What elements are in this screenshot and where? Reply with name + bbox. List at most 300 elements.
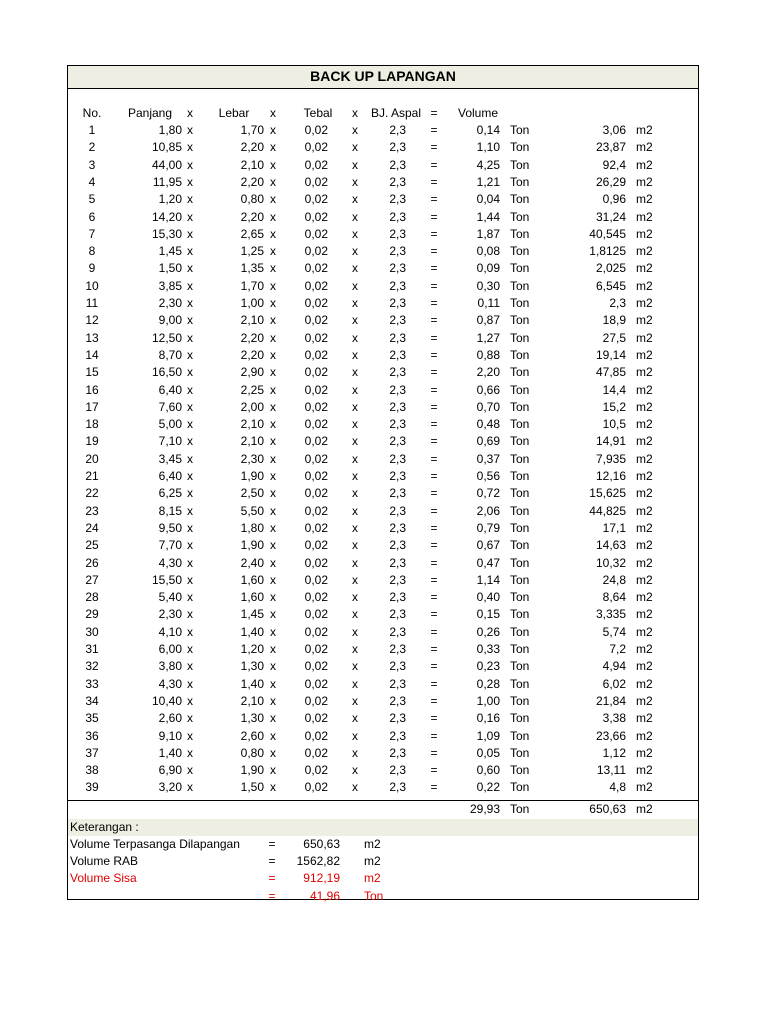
cell-tebal: 0,02 — [304, 728, 328, 743]
times-sign: x — [187, 261, 193, 276]
times-sign: x — [270, 209, 276, 224]
cell-unit: Ton — [510, 469, 530, 483]
cell-no: 33 — [85, 676, 99, 691]
table-row — [68, 658, 698, 675]
equals-sign: = — [430, 659, 438, 674]
times-sign: x — [270, 244, 276, 259]
cell-ton: 0,69 — [476, 434, 500, 449]
cell-unit: Ton — [510, 711, 530, 726]
times-sign: x — [187, 192, 193, 207]
cell-area: 17,1 — [602, 520, 626, 535]
times-sign: x — [187, 313, 193, 328]
cell-bj: 2,3 — [389, 711, 406, 726]
table-row — [68, 779, 698, 796]
times-sign: x — [270, 555, 276, 570]
cell-area-unit: m2 — [636, 226, 653, 241]
times-sign: x — [270, 174, 276, 189]
equals-sign: = — [430, 296, 438, 310]
times-sign: x — [187, 226, 193, 241]
cell-unit: Ton — [510, 192, 530, 207]
note-unit: m2 — [364, 836, 381, 851]
table-row — [68, 728, 698, 745]
table-row — [68, 122, 698, 139]
header-x1: x — [187, 106, 193, 120]
cell-tebal: 0,02 — [304, 607, 328, 622]
cell-ton: 2,06 — [476, 503, 500, 518]
times-sign: x — [187, 503, 193, 518]
cell-no: 19 — [85, 434, 99, 449]
cell-tebal: 0,02 — [304, 745, 328, 760]
cell-unit: Ton — [510, 538, 530, 553]
times-sign: x — [187, 538, 193, 553]
cell-unit: Ton — [510, 590, 530, 605]
cell-bj: 2,3 — [389, 192, 406, 207]
equals-sign: = — [430, 313, 438, 328]
cell-unit: Ton — [510, 417, 530, 432]
table-row — [68, 503, 698, 520]
table-row — [68, 364, 698, 381]
notes-heading: Keterangan : — [70, 819, 139, 834]
table-row — [68, 520, 698, 537]
cell-no: 3 — [88, 157, 96, 172]
header-no: No. — [82, 106, 102, 120]
times-sign: x — [270, 642, 276, 656]
cell-unit: Ton — [510, 382, 530, 397]
times-sign: x — [187, 157, 193, 172]
cell-unit: Ton — [510, 607, 530, 622]
cell-no: 9 — [88, 261, 96, 276]
cell-bj: 2,3 — [389, 676, 406, 691]
cell-panjang: 6,00 — [158, 642, 182, 656]
cell-panjang: 1,45 — [158, 244, 182, 259]
cell-no: 29 — [85, 607, 99, 622]
cell-panjang: 14,20 — [151, 209, 182, 224]
equals-sign: = — [430, 382, 438, 397]
cell-area: 8,64 — [602, 590, 626, 605]
cell-no: 18 — [85, 417, 99, 432]
times-sign: x — [270, 728, 276, 743]
table-row — [68, 589, 698, 606]
times-sign: x — [352, 780, 358, 795]
equals-sign: = — [430, 486, 438, 501]
cell-panjang: 5,40 — [158, 590, 182, 605]
cell-ton: 1,09 — [476, 728, 500, 743]
cell-unit: Ton — [510, 642, 530, 656]
cell-unit: Ton — [510, 745, 530, 760]
note-unit: m2 — [364, 853, 381, 868]
times-sign: x — [187, 728, 193, 743]
times-sign: x — [270, 676, 276, 691]
cell-no: 2 — [88, 140, 96, 155]
times-sign: x — [352, 486, 358, 501]
times-sign: x — [352, 434, 358, 449]
cell-area-unit: m2 — [636, 278, 653, 293]
cell-lebar: 1,80 — [240, 520, 264, 535]
cell-area-unit: m2 — [636, 763, 653, 778]
total-ton: 29,93 — [469, 801, 500, 816]
cell-tebal: 0,02 — [304, 590, 328, 605]
cell-tebal: 0,02 — [304, 763, 328, 778]
times-sign: x — [270, 451, 276, 466]
cell-area-unit: m2 — [636, 434, 653, 449]
cell-area-unit: m2 — [636, 642, 653, 656]
cell-area: 13,11 — [596, 763, 626, 778]
cell-area: 44,825 — [589, 503, 626, 518]
cell-area: 7,2 — [609, 642, 626, 656]
note-value: 1562,82 — [296, 853, 340, 868]
cell-panjang: 7,70 — [158, 538, 182, 553]
cell-ton: 1,87 — [476, 226, 500, 241]
cell-area-unit: m2 — [636, 192, 653, 207]
cell-bj: 2,3 — [389, 209, 406, 224]
cell-no: 8 — [88, 244, 96, 259]
times-sign: x — [270, 261, 276, 276]
cell-ton: 0,47 — [476, 555, 500, 570]
cell-tebal: 0,02 — [304, 451, 328, 466]
equals-sign: = — [430, 763, 438, 778]
table-row — [68, 312, 698, 329]
cell-lebar: 2,25 — [240, 382, 264, 397]
cell-lebar: 2,20 — [240, 174, 264, 189]
times-sign: x — [187, 745, 193, 760]
cell-panjang: 7,60 — [158, 399, 182, 414]
times-sign: x — [352, 745, 358, 760]
note-equals: = — [268, 871, 276, 886]
cell-ton: 0,67 — [476, 538, 500, 553]
cell-unit: Ton — [510, 157, 530, 172]
times-sign: x — [352, 278, 358, 293]
cell-area-unit: m2 — [636, 624, 653, 639]
table-row — [68, 157, 698, 174]
times-sign: x — [270, 711, 276, 726]
equals-sign: = — [430, 157, 438, 172]
header-bj-aspal: BJ. Aspal — [370, 106, 422, 120]
cell-area-unit: m2 — [636, 209, 653, 224]
table-row — [68, 710, 698, 727]
times-sign: x — [187, 330, 193, 345]
cell-panjang: 6,25 — [158, 486, 182, 501]
cell-unit: Ton — [510, 555, 530, 570]
cell-area: 3,06 — [602, 123, 626, 137]
cell-area-unit: m2 — [636, 745, 653, 760]
cell-area: 4,8 — [609, 780, 626, 795]
cell-tebal: 0,02 — [304, 503, 328, 518]
times-sign: x — [270, 330, 276, 345]
cell-no: 12 — [85, 313, 99, 328]
cell-panjang: 11,95 — [152, 174, 182, 189]
cell-panjang: 6,40 — [158, 469, 182, 483]
table-row — [68, 745, 698, 762]
cell-tebal: 0,02 — [304, 399, 328, 414]
cell-ton: 0,48 — [476, 417, 500, 432]
cell-bj: 2,3 — [389, 313, 406, 328]
times-sign: x — [352, 123, 358, 137]
cell-tebal: 0,02 — [304, 313, 328, 328]
times-sign: x — [270, 503, 276, 518]
cell-area-unit: m2 — [636, 313, 653, 328]
cell-tebal: 0,02 — [304, 382, 328, 397]
cell-no: 30 — [85, 624, 99, 639]
cell-panjang: 9,10 — [158, 728, 182, 743]
cell-panjang: 12,50 — [151, 330, 182, 345]
cell-area-unit: m2 — [636, 607, 653, 622]
times-sign: x — [270, 590, 276, 605]
cell-ton: 0,72 — [476, 486, 500, 501]
cell-panjang: 1,40 — [158, 745, 182, 760]
cell-no: 23 — [85, 503, 99, 518]
times-sign: x — [270, 296, 276, 310]
times-sign: x — [187, 399, 193, 414]
equals-sign: = — [430, 711, 438, 726]
cell-panjang: 3,80 — [158, 659, 182, 674]
cell-area: 31,24 — [595, 209, 626, 224]
cell-tebal: 0,02 — [304, 469, 328, 483]
cell-lebar: 2,40 — [240, 555, 264, 570]
cell-lebar: 1,90 — [240, 538, 264, 553]
times-sign: x — [352, 538, 358, 553]
cell-bj: 2,3 — [389, 745, 406, 760]
cell-unit: Ton — [510, 763, 530, 778]
equals-sign: = — [430, 780, 438, 795]
cell-lebar: 1,60 — [240, 572, 264, 587]
times-sign: x — [270, 469, 276, 483]
equals-sign: = — [430, 555, 438, 570]
times-sign: x — [187, 659, 193, 674]
times-sign: x — [352, 330, 358, 345]
cell-no: 14 — [85, 347, 99, 362]
note-line — [68, 870, 698, 887]
cell-panjang: 5,00 — [158, 417, 182, 432]
cell-ton: 1,00 — [476, 693, 500, 708]
cell-area-unit: m2 — [636, 174, 653, 189]
cell-no: 36 — [85, 728, 99, 743]
cell-area-unit: m2 — [636, 382, 653, 397]
cell-unit: Ton — [510, 347, 530, 362]
cell-area: 15,2 — [602, 399, 626, 414]
note-label: Volume Sisa — [70, 871, 137, 886]
header-equals: = — [430, 106, 438, 120]
times-sign: x — [187, 209, 193, 224]
cell-area-unit: m2 — [636, 590, 653, 605]
cell-area: 5,74 — [602, 624, 626, 639]
times-sign: x — [187, 572, 193, 587]
times-sign: x — [352, 313, 358, 328]
cell-panjang: 1,80 — [158, 123, 182, 137]
times-sign: x — [352, 451, 358, 466]
cell-area: 6,545 — [595, 278, 626, 293]
cell-bj: 2,3 — [389, 763, 406, 778]
cell-bj: 2,3 — [389, 624, 406, 639]
equals-sign: = — [430, 209, 438, 224]
cell-unit: Ton — [510, 693, 530, 708]
cell-panjang: 4,30 — [158, 676, 182, 691]
cell-area: 15,625 — [589, 486, 626, 501]
times-sign: x — [187, 469, 193, 483]
equals-sign: = — [430, 572, 438, 587]
cell-lebar: 1,00 — [240, 296, 264, 310]
table-row — [68, 209, 698, 226]
equals-sign: = — [430, 399, 438, 414]
cell-lebar: 2,20 — [240, 330, 264, 345]
cell-lebar: 1,70 — [240, 278, 264, 293]
cell-no: 6 — [88, 209, 96, 224]
cell-tebal: 0,02 — [304, 572, 328, 587]
table-row — [68, 451, 698, 468]
times-sign: x — [352, 728, 358, 743]
cell-lebar: 5,50 — [240, 503, 264, 518]
cell-unit: Ton — [510, 261, 530, 276]
cell-unit: Ton — [510, 451, 530, 466]
cell-area: 24,8 — [602, 572, 626, 587]
cell-ton: 0,33 — [476, 642, 500, 656]
cell-area: 23,87 — [595, 140, 626, 155]
cell-area-unit: m2 — [636, 676, 653, 691]
cell-area: 14,91 — [595, 434, 626, 449]
cell-unit: Ton — [510, 365, 530, 380]
times-sign: x — [352, 382, 358, 397]
times-sign: x — [270, 278, 276, 293]
cell-unit: Ton — [510, 728, 530, 743]
equals-sign: = — [430, 642, 438, 656]
times-sign: x — [270, 572, 276, 587]
times-sign: x — [352, 469, 358, 483]
cell-no: 22 — [85, 486, 99, 501]
cell-panjang: 9,00 — [158, 313, 182, 328]
times-sign: x — [187, 382, 193, 397]
cell-tebal: 0,02 — [304, 434, 328, 449]
table-row — [68, 243, 698, 260]
table-row — [68, 191, 698, 208]
cell-no: 27 — [85, 572, 99, 587]
cell-tebal: 0,02 — [304, 209, 328, 224]
note-line — [68, 888, 698, 905]
cell-tebal: 0,02 — [304, 711, 328, 726]
equals-sign: = — [430, 261, 438, 276]
cell-no: 24 — [85, 520, 99, 535]
times-sign: x — [352, 399, 358, 414]
cell-bj: 2,3 — [389, 451, 406, 466]
times-sign: x — [270, 123, 276, 137]
times-sign: x — [352, 296, 358, 310]
times-sign: x — [352, 693, 358, 708]
table-row — [68, 606, 698, 623]
cell-tebal: 0,02 — [304, 330, 328, 345]
note-value: 650,63 — [303, 836, 340, 851]
times-sign: x — [352, 140, 358, 155]
cell-area-unit: m2 — [636, 659, 653, 674]
cell-ton: 0,87 — [476, 313, 500, 328]
times-sign: x — [187, 763, 193, 778]
cell-bj: 2,3 — [389, 538, 406, 553]
cell-bj: 2,3 — [389, 607, 406, 622]
header-x2: x — [270, 106, 276, 120]
note-line — [68, 853, 698, 870]
cell-lebar: 2,10 — [240, 157, 264, 172]
cell-tebal: 0,02 — [304, 278, 328, 293]
cell-unit: Ton — [510, 244, 530, 259]
times-sign: x — [352, 711, 358, 726]
cell-lebar: 2,10 — [240, 313, 264, 328]
note-line — [68, 836, 698, 853]
cell-lebar: 1,50 — [240, 780, 264, 795]
cell-tebal: 0,02 — [304, 244, 328, 259]
cell-panjang: 15,50 — [151, 572, 182, 587]
times-sign: x — [270, 417, 276, 432]
times-sign: x — [352, 624, 358, 639]
times-sign: x — [270, 347, 276, 362]
cell-area-unit: m2 — [636, 538, 653, 553]
cell-ton: 0,28 — [476, 676, 500, 691]
equals-sign: = — [430, 503, 438, 518]
cell-no: 17 — [85, 399, 99, 414]
cell-bj: 2,3 — [389, 174, 406, 189]
cell-tebal: 0,02 — [304, 347, 328, 362]
table-row — [68, 382, 698, 399]
times-sign: x — [187, 278, 193, 293]
cell-panjang: 44,00 — [151, 157, 182, 172]
cell-ton: 0,22 — [476, 780, 500, 795]
cell-area: 0,96 — [602, 192, 626, 207]
cell-ton: 0,09 — [476, 261, 500, 276]
cell-ton: 0,14 — [476, 123, 500, 137]
cell-panjang: 4,10 — [158, 624, 182, 639]
times-sign: x — [187, 244, 193, 259]
cell-unit: Ton — [510, 123, 530, 137]
times-sign: x — [187, 123, 193, 137]
cell-ton: 0,30 — [476, 278, 500, 293]
note-unit: m2 — [364, 871, 381, 886]
cell-area: 4,94 — [602, 659, 626, 674]
times-sign: x — [352, 244, 358, 259]
cell-area: 2,025 — [595, 261, 626, 276]
cell-bj: 2,3 — [389, 417, 406, 432]
equals-sign: = — [430, 140, 438, 155]
cell-no: 21 — [85, 469, 99, 483]
equals-sign: = — [430, 538, 438, 553]
equals-sign: = — [430, 226, 438, 241]
table-row — [68, 399, 698, 416]
cell-area-unit: m2 — [636, 261, 653, 276]
cell-lebar: 2,10 — [240, 693, 264, 708]
header-panjang: Panjang — [127, 106, 173, 120]
times-sign: x — [270, 313, 276, 328]
times-sign: x — [352, 192, 358, 207]
cell-lebar: 2,90 — [240, 365, 264, 380]
table-row — [68, 330, 698, 347]
cell-ton: 0,79 — [476, 520, 500, 535]
times-sign: x — [187, 642, 193, 656]
cell-tebal: 0,02 — [304, 642, 328, 656]
cell-panjang: 9,50 — [158, 520, 182, 535]
times-sign: x — [352, 226, 358, 241]
cell-area-unit: m2 — [636, 451, 653, 466]
header-volume: Volume — [457, 106, 499, 120]
equals-sign: = — [430, 330, 438, 345]
equals-sign: = — [430, 417, 438, 432]
equals-sign: = — [430, 451, 438, 466]
cell-bj: 2,3 — [389, 365, 406, 380]
cell-bj: 2,3 — [389, 278, 406, 293]
cell-ton: 0,26 — [476, 624, 500, 639]
cell-unit: Ton — [510, 676, 530, 691]
cell-tebal: 0,02 — [304, 157, 328, 172]
times-sign: x — [187, 555, 193, 570]
cell-area-unit: m2 — [636, 520, 653, 535]
times-sign: x — [352, 520, 358, 535]
cell-no: 35 — [85, 711, 99, 726]
cell-no: 16 — [85, 382, 99, 397]
times-sign: x — [352, 659, 358, 674]
